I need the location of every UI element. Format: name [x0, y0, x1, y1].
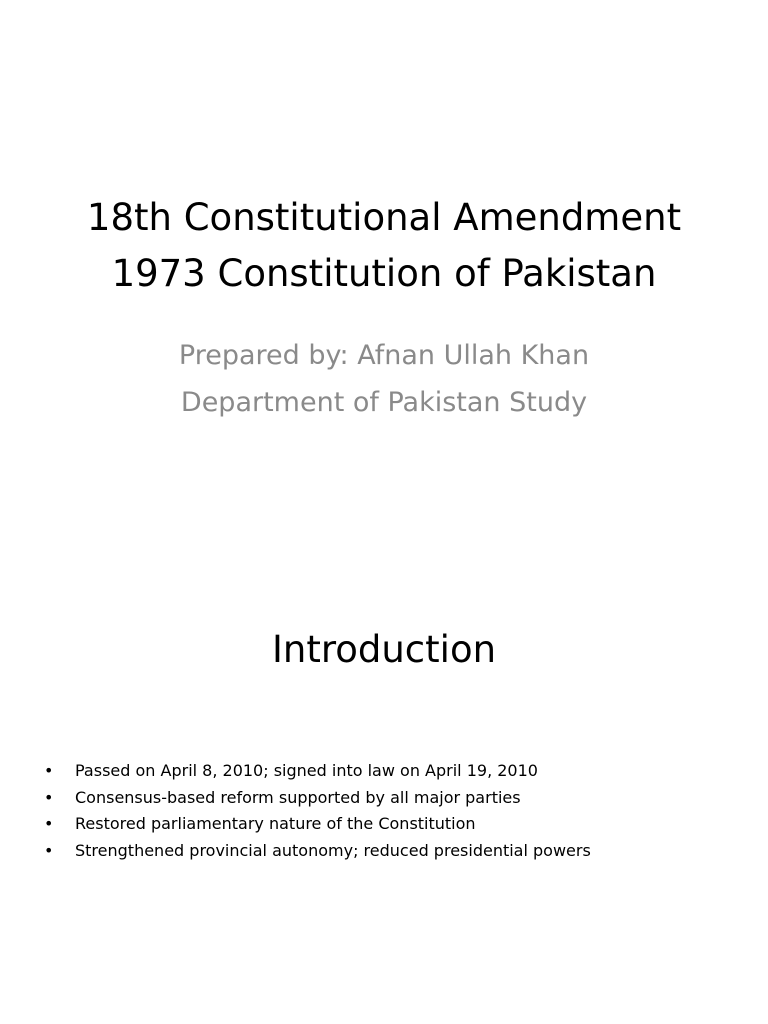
list-item [38, 758, 738, 785]
bullet-text: Passed on April 8, 2010; signed into law on April 19, 2010 [75, 761, 538, 780]
introduction-slide [0, 576, 768, 1024]
bullet-list [38, 758, 738, 865]
subtitle-line-2: Department of Pakistan Study [180, 387, 588, 418]
slide-title [20, 190, 748, 302]
bullet-text: Restored parliamentary nature of the Constitution [75, 814, 476, 834]
bullet-text: Strengthened provincial autonomy; reduced presidential powers [75, 841, 591, 861]
list-item [38, 785, 738, 812]
title-line-2: 1973 Constitution of Pakistan [111, 252, 657, 295]
title-line-1: 18th Constitutional Amendment [86, 196, 682, 239]
bullet-icon: • [44, 761, 54, 780]
bullet-text: Consensus-based reform supported by all major parties [75, 787, 521, 807]
subtitle-line-1: Prepared by: Afnan Ullah Khan [178, 340, 590, 371]
bullet-icon: • [44, 814, 54, 834]
bullet-icon: • [44, 841, 54, 861]
slide-subtitle [20, 332, 748, 426]
bullet-icon: • [44, 787, 54, 807]
introduction-title: Introduction [271, 628, 497, 671]
list-item [38, 811, 738, 838]
list-item [38, 838, 738, 865]
